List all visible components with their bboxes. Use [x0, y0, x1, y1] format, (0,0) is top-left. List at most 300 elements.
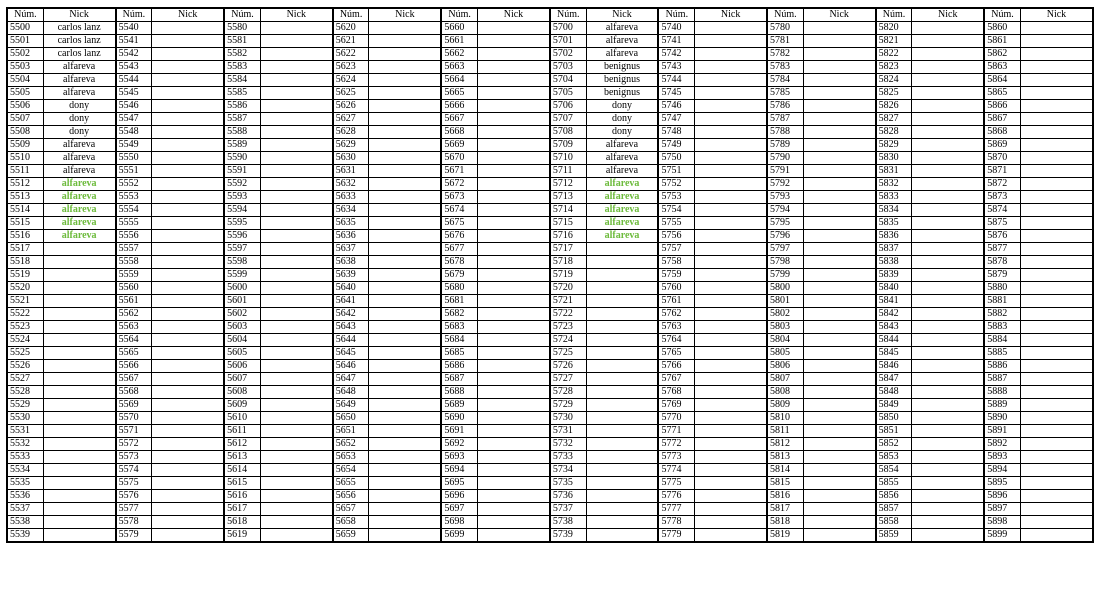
nick-cell: [1020, 191, 1093, 204]
number-cell: 5600: [224, 282, 260, 295]
nick-cell: [803, 477, 875, 490]
nick-cell: [803, 321, 875, 334]
number-cell: 5639: [333, 269, 369, 282]
number-cell: 5572: [116, 438, 152, 451]
nick-cell: [152, 139, 224, 152]
number-cell: 5837: [876, 243, 912, 256]
nick-cell: [260, 529, 332, 543]
nick-cell: [43, 360, 115, 373]
column-header-num: Núm.: [550, 8, 586, 22]
number-cell: 5860: [984, 22, 1020, 35]
nick-cell: [586, 490, 658, 503]
table-row: [7, 113, 1093, 126]
number-cell: 5636: [333, 230, 369, 243]
nick-cell: [260, 113, 332, 126]
nick-cell: [695, 87, 767, 100]
nick-cell: [260, 451, 332, 464]
number-cell: 5633: [333, 191, 369, 204]
number-cell: 5619: [224, 529, 260, 543]
nick-cell: [43, 438, 115, 451]
number-cell: 5608: [224, 386, 260, 399]
column-header-nick: Nick: [478, 8, 550, 22]
nick-cell: dony: [586, 100, 658, 113]
nick-cell: [1020, 425, 1093, 438]
nick-cell: [1020, 48, 1093, 61]
number-cell: 5699: [441, 529, 477, 543]
number-cell: 5762: [658, 308, 694, 321]
nick-cell: [803, 438, 875, 451]
table-row: [7, 308, 1093, 321]
nick-cell: [260, 191, 332, 204]
nick-cell: [803, 503, 875, 516]
nick-cell: [260, 334, 332, 347]
nick-cell: [369, 217, 441, 230]
nick-cell: [369, 74, 441, 87]
number-cell: 5607: [224, 373, 260, 386]
number-cell: 5594: [224, 204, 260, 217]
nick-cell: [695, 477, 767, 490]
number-cell: 5740: [658, 22, 694, 35]
number-cell: 5598: [224, 256, 260, 269]
number-cell: 5827: [876, 113, 912, 126]
nick-cell: [1020, 308, 1093, 321]
nick-cell: [478, 477, 550, 490]
nick-cell: [478, 165, 550, 178]
number-cell: 5543: [116, 61, 152, 74]
number-cell: 5899: [984, 529, 1020, 543]
nick-cell: [695, 243, 767, 256]
number-cell: 5555: [116, 217, 152, 230]
nick-cell: [912, 230, 984, 243]
nick-cell: [912, 282, 984, 295]
nick-cell: [260, 503, 332, 516]
table-row: [7, 321, 1093, 334]
number-cell: 5810: [767, 412, 803, 425]
nick-cell: [586, 360, 658, 373]
nick-cell: [912, 256, 984, 269]
column-header-num: Núm.: [224, 8, 260, 22]
nick-cell: alfareva: [43, 217, 115, 230]
nick-cell: [912, 477, 984, 490]
nick-cell: [1020, 217, 1093, 230]
table-row: [7, 347, 1093, 360]
nick-cell: [586, 308, 658, 321]
nick-cell: [478, 490, 550, 503]
nick-cell: [478, 217, 550, 230]
number-cell: 5620: [333, 22, 369, 35]
number-cell: 5804: [767, 334, 803, 347]
number-cell: 5721: [550, 295, 586, 308]
nick-cell: [803, 87, 875, 100]
column-header-nick: Nick: [369, 8, 441, 22]
nick-cell: [369, 269, 441, 282]
number-cell: 5700: [550, 22, 586, 35]
number-cell: 5729: [550, 399, 586, 412]
number-cell: 5517: [7, 243, 43, 256]
nick-cell: [695, 139, 767, 152]
number-cell: 5754: [658, 204, 694, 217]
number-cell: 5601: [224, 295, 260, 308]
number-cell: 5819: [767, 529, 803, 543]
number-cell: 5602: [224, 308, 260, 321]
nick-cell: [586, 243, 658, 256]
nick-cell: [152, 113, 224, 126]
nick-cell: [43, 347, 115, 360]
nick-cell: [369, 464, 441, 477]
number-cell: 5895: [984, 477, 1020, 490]
number-cell: 5687: [441, 373, 477, 386]
nick-cell: [1020, 35, 1093, 48]
number-cell: 5540: [116, 22, 152, 35]
nick-cell: [695, 490, 767, 503]
number-cell: 5559: [116, 269, 152, 282]
number-cell: 5693: [441, 451, 477, 464]
number-cell: 5662: [441, 48, 477, 61]
nick-cell: [152, 269, 224, 282]
number-cell: 5881: [984, 295, 1020, 308]
number-cell: 5781: [767, 35, 803, 48]
number-cell: 5548: [116, 126, 152, 139]
nick-cell: [369, 360, 441, 373]
number-cell: 5747: [658, 113, 694, 126]
nick-cell: [369, 152, 441, 165]
nick-cell: [912, 438, 984, 451]
number-cell: 5589: [224, 139, 260, 152]
nick-cell: [152, 204, 224, 217]
nick-cell: [369, 503, 441, 516]
nick-cell: [695, 217, 767, 230]
number-cell: 5843: [876, 321, 912, 334]
nick-cell: [152, 399, 224, 412]
nick-cell: [43, 295, 115, 308]
nick-cell: [152, 100, 224, 113]
nick-cell: [586, 347, 658, 360]
nick-cell: [152, 22, 224, 35]
number-cell: 5745: [658, 87, 694, 100]
number-cell: 5524: [7, 334, 43, 347]
number-cell: 5822: [876, 48, 912, 61]
number-cell: 5570: [116, 412, 152, 425]
number-cell: 5818: [767, 516, 803, 529]
number-cell: 5622: [333, 48, 369, 61]
number-cell: 5835: [876, 217, 912, 230]
number-cell: 5841: [876, 295, 912, 308]
nick-cell: [912, 165, 984, 178]
table-row: [7, 425, 1093, 438]
nick-cell: [695, 347, 767, 360]
nick-cell: benignus: [586, 74, 658, 87]
nick-cell: [803, 425, 875, 438]
number-cell: 5642: [333, 308, 369, 321]
nick-cell: [695, 152, 767, 165]
number-cell: 5849: [876, 399, 912, 412]
number-cell: 5513: [7, 191, 43, 204]
number-cell: 5547: [116, 113, 152, 126]
number-cell: 5734: [550, 464, 586, 477]
nick-cell: [1020, 165, 1093, 178]
table-row: [7, 243, 1093, 256]
number-cell: 5884: [984, 334, 1020, 347]
number-cell: 5750: [658, 152, 694, 165]
number-cell: 5618: [224, 516, 260, 529]
number-cell: 5893: [984, 451, 1020, 464]
number-cell: 5703: [550, 61, 586, 74]
nick-cell: [912, 503, 984, 516]
number-cell: 5545: [116, 87, 152, 100]
nick-cell: [1020, 477, 1093, 490]
number-cell: 5713: [550, 191, 586, 204]
number-cell: 5664: [441, 74, 477, 87]
number-cell: 5796: [767, 230, 803, 243]
nick-cell: [152, 334, 224, 347]
number-cell: 5826: [876, 100, 912, 113]
number-cell: 5876: [984, 230, 1020, 243]
number-cell: 5728: [550, 386, 586, 399]
nick-cell: [478, 334, 550, 347]
number-cell: 5634: [333, 204, 369, 217]
nick-cell: [260, 48, 332, 61]
number-cell: 5596: [224, 230, 260, 243]
nick-cell: [43, 334, 115, 347]
nick-cell: alfareva: [43, 61, 115, 74]
number-cell: 5665: [441, 87, 477, 100]
nick-cell: [369, 113, 441, 126]
nick-cell: [43, 477, 115, 490]
number-cell: 5646: [333, 360, 369, 373]
number-cell: 5523: [7, 321, 43, 334]
table-row: [7, 282, 1093, 295]
number-cell: 5898: [984, 516, 1020, 529]
number-cell: 5696: [441, 490, 477, 503]
nick-cell: [803, 295, 875, 308]
number-cell: 5691: [441, 425, 477, 438]
number-cell: 5564: [116, 334, 152, 347]
nick-cell: [478, 152, 550, 165]
nick-cell: alfareva: [586, 48, 658, 61]
number-cell: 5768: [658, 386, 694, 399]
nick-cell: [803, 347, 875, 360]
nick-cell: [1020, 152, 1093, 165]
nick-cell: [260, 126, 332, 139]
number-cell: 5506: [7, 100, 43, 113]
number-cell: 5626: [333, 100, 369, 113]
nick-cell: [912, 126, 984, 139]
number-cell: 5873: [984, 191, 1020, 204]
number-cell: 5741: [658, 35, 694, 48]
number-cell: 5606: [224, 360, 260, 373]
number-cell: 5537: [7, 503, 43, 516]
number-cell: 5885: [984, 347, 1020, 360]
column-header-nick: Nick: [43, 8, 115, 22]
nick-cell: [912, 35, 984, 48]
nick-cell: [152, 412, 224, 425]
nick-cell: alfareva: [586, 139, 658, 152]
nick-cell: [260, 477, 332, 490]
nick-cell: [369, 295, 441, 308]
number-cell: 5760: [658, 282, 694, 295]
nick-cell: [912, 22, 984, 35]
nick-cell: dony: [586, 126, 658, 139]
number-cell: 5858: [876, 516, 912, 529]
number-cell: 5610: [224, 412, 260, 425]
number-cell: 5529: [7, 399, 43, 412]
number-cell: 5800: [767, 282, 803, 295]
column-header-num: Núm.: [984, 8, 1020, 22]
number-cell: 5736: [550, 490, 586, 503]
number-cell: 5790: [767, 152, 803, 165]
nick-cell: [260, 490, 332, 503]
nick-cell: [369, 529, 441, 543]
nick-cell: alfareva: [586, 191, 658, 204]
number-cell: 5563: [116, 321, 152, 334]
table-row: [7, 490, 1093, 503]
number-cell: 5752: [658, 178, 694, 191]
number-cell: 5731: [550, 425, 586, 438]
table-row: [7, 464, 1093, 477]
nick-cell: [152, 373, 224, 386]
nick-cell: [695, 35, 767, 48]
number-cell: 5624: [333, 74, 369, 87]
number-cell: 5669: [441, 139, 477, 152]
number-cell: 5730: [550, 412, 586, 425]
nick-cell: [586, 334, 658, 347]
number-cell: 5568: [116, 386, 152, 399]
number-cell: 5538: [7, 516, 43, 529]
nick-cell: [695, 178, 767, 191]
number-cell: 5844: [876, 334, 912, 347]
number-cell: 5774: [658, 464, 694, 477]
nick-cell: [369, 438, 441, 451]
nick-cell: [369, 334, 441, 347]
nick-cell: [478, 191, 550, 204]
number-cell: 5891: [984, 425, 1020, 438]
number-cell: 5565: [116, 347, 152, 360]
number-cell: 5502: [7, 48, 43, 61]
nick-cell: [43, 516, 115, 529]
number-cell: 5823: [876, 61, 912, 74]
nick-cell: [912, 191, 984, 204]
number-cell: 5814: [767, 464, 803, 477]
number-cell: 5514: [7, 204, 43, 217]
nick-cell: [1020, 22, 1093, 35]
number-cell: 5719: [550, 269, 586, 282]
nick-cell: [152, 490, 224, 503]
nick-cell: [1020, 204, 1093, 217]
nick-cell: [912, 48, 984, 61]
nick-cell: [478, 204, 550, 217]
number-cell: 5629: [333, 139, 369, 152]
nick-cell: [803, 373, 875, 386]
nick-cell: [695, 74, 767, 87]
table-row: [7, 256, 1093, 269]
nick-cell: [695, 334, 767, 347]
nick-cell: [695, 386, 767, 399]
nick-cell: [1020, 464, 1093, 477]
nick-cell: [260, 360, 332, 373]
number-cell: 5593: [224, 191, 260, 204]
number-cell: 5645: [333, 347, 369, 360]
nick-cell: [803, 100, 875, 113]
nick-cell: [803, 126, 875, 139]
nick-cell: [695, 48, 767, 61]
number-cell: 5869: [984, 139, 1020, 152]
number-cell: 5579: [116, 529, 152, 543]
nick-cell: [478, 178, 550, 191]
nick-cell: alfareva: [586, 165, 658, 178]
number-cell: 5896: [984, 490, 1020, 503]
number-cell: 5878: [984, 256, 1020, 269]
number-cell: 5817: [767, 503, 803, 516]
nick-cell: [478, 321, 550, 334]
number-cell: 5702: [550, 48, 586, 61]
nick-cell: [260, 438, 332, 451]
number-cell: 5689: [441, 399, 477, 412]
nick-cell: [369, 139, 441, 152]
nick-cell: alfareva: [43, 204, 115, 217]
number-cell: 5515: [7, 217, 43, 230]
nick-cell: [260, 22, 332, 35]
number-cell: 5663: [441, 61, 477, 74]
nick-cell: [695, 451, 767, 464]
number-cell: 5834: [876, 204, 912, 217]
nick-cell: [1020, 269, 1093, 282]
number-cell: 5656: [333, 490, 369, 503]
nick-cell: [152, 165, 224, 178]
table-row: [7, 477, 1093, 490]
nick-cell: [43, 412, 115, 425]
number-cell: 5865: [984, 87, 1020, 100]
nick-cell: [369, 22, 441, 35]
nick-cell: [912, 360, 984, 373]
nick-cell: dony: [586, 113, 658, 126]
nick-cell: [912, 321, 984, 334]
nick-cell: [586, 464, 658, 477]
number-cell: 5584: [224, 74, 260, 87]
nick-cell: [43, 529, 115, 543]
number-cell: 5518: [7, 256, 43, 269]
number-cell: 5840: [876, 282, 912, 295]
nick-cell: [695, 282, 767, 295]
nick-cell: [478, 22, 550, 35]
nick-cell: [803, 451, 875, 464]
number-cell: 5575: [116, 477, 152, 490]
nick-cell: [369, 477, 441, 490]
number-cell: 5759: [658, 269, 694, 282]
number-cell: 5785: [767, 87, 803, 100]
number-cell: 5581: [224, 35, 260, 48]
nick-cell: [1020, 386, 1093, 399]
nick-cell: [478, 386, 550, 399]
number-cell: 5512: [7, 178, 43, 191]
nick-cell: [478, 74, 550, 87]
nick-cell: [1020, 243, 1093, 256]
number-cell: 5867: [984, 113, 1020, 126]
number-cell: 5628: [333, 126, 369, 139]
number-cell: 5519: [7, 269, 43, 282]
nick-cell: [695, 165, 767, 178]
nick-cell: [43, 321, 115, 334]
nick-cell: [803, 334, 875, 347]
number-cell: 5683: [441, 321, 477, 334]
nick-cell: [478, 399, 550, 412]
table-row: [7, 451, 1093, 464]
nick-cell: [1020, 178, 1093, 191]
number-cell: 5775: [658, 477, 694, 490]
nick-cell: [803, 178, 875, 191]
number-cell: 5883: [984, 321, 1020, 334]
nick-cell: [260, 425, 332, 438]
nick-cell: [912, 269, 984, 282]
